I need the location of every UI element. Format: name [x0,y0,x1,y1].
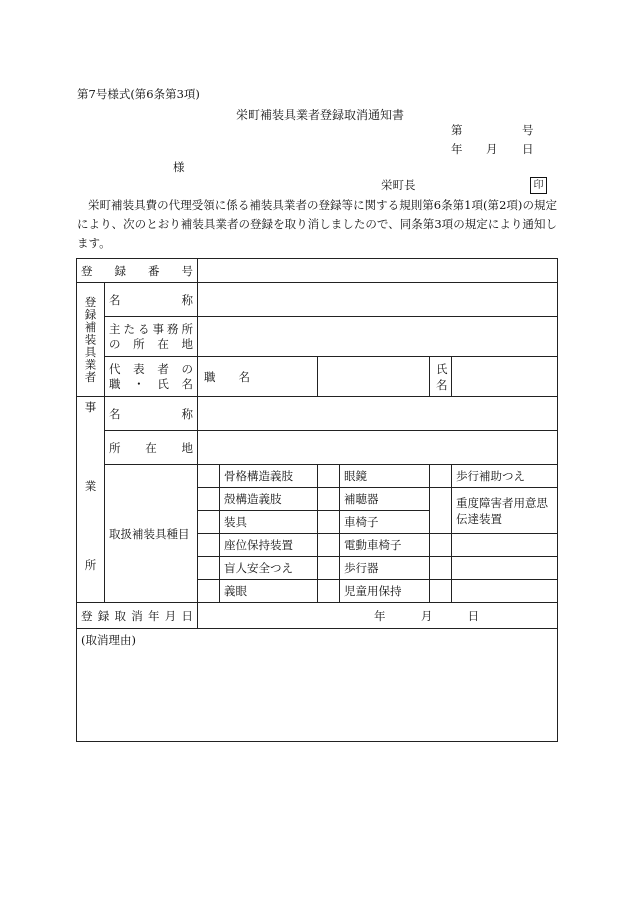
item-blank [452,534,558,557]
item-label: 児童用保持 [340,580,430,603]
office-address-label: 所 在 地 [105,431,198,465]
item-label: 殻構造義肢 [220,488,318,511]
item-label: 骨格構造義肢 [220,465,318,488]
cancel-date-month: 月 [420,608,433,623]
item-label: 重度障害者用意思伝達装置 [452,488,558,534]
addressee-suffix: 様 [173,160,185,174]
cancel-date-label: 登録取消年月日 [77,603,198,629]
doc-number-suffix: 号 [522,123,534,137]
main-office-field[interactable] [198,317,558,357]
vendor-name-label: 名 称 [105,283,198,317]
item-checkbox[interactable] [430,557,452,580]
item-checkbox[interactable] [430,488,452,534]
issuer: 栄町長 [381,178,416,192]
item-label: 座位保持装置 [220,534,318,557]
item-checkbox[interactable] [198,465,220,488]
item-blank [452,557,558,580]
registered-vendor-label: 登録補装具業者 [77,283,105,397]
item-checkbox[interactable] [198,488,220,511]
item-blank [452,580,558,603]
reason-field[interactable] [77,629,558,742]
item-label: 歩行器 [340,557,430,580]
items-label: 取扱補装具種目 [105,465,198,603]
person-name-label: 氏 名 [430,357,452,397]
doc-number-label: 第 [451,123,463,137]
item-label: 眼鏡 [340,465,430,488]
representative-label-line2: 職 ・ 氏 名 [109,376,193,391]
cancel-date-field[interactable] [198,603,558,629]
item-label: 義眼 [220,580,318,603]
reg-number-label: 登 録 番 号 [77,259,198,283]
office-name-field[interactable] [198,397,558,431]
vendor-name-field[interactable] [198,283,558,317]
date-month: 月 [486,142,498,156]
item-label: 電動車椅子 [340,534,430,557]
item-checkbox[interactable] [318,488,340,511]
item-checkbox[interactable] [318,557,340,580]
item-checkbox[interactable] [318,580,340,603]
seal-mark: 印 [530,177,547,194]
office-label: 事 業 所 [77,397,105,603]
form-number: 第7号様式(第6条第3項) [77,87,200,101]
main-office-label-line1: 主たる事務所 [109,321,193,336]
item-label: 歩行補助つえ [452,465,558,488]
cancel-date-day: 日 [467,608,480,623]
main-office-label [105,317,198,357]
reg-number-field[interactable] [198,259,558,283]
item-checkbox[interactable] [318,511,340,534]
representative-label [105,357,198,397]
cancel-date-year: 年 [374,608,386,623]
reason-label: (取消理由) [81,633,136,647]
item-checkbox[interactable] [198,580,220,603]
office-address-field[interactable] [198,431,558,465]
item-checkbox[interactable] [430,534,452,557]
item-checkbox[interactable] [318,534,340,557]
item-label: 盲人安全つえ [220,557,318,580]
item-checkbox[interactable] [198,557,220,580]
item-label: 装具 [220,511,318,534]
item-checkbox[interactable] [198,511,220,534]
date-year: 年 [451,142,463,156]
item-checkbox[interactable] [430,465,452,488]
body-text: 栄町補装具費の代理受領に係る補装具業者の登録等に関する規則第6条第1項(第2項)の規定により、次のとおり補装具業者の登録を取り消しましたので、同条第3項の規定により通知します。 [77,198,557,250]
item-label: 補聴器 [340,488,430,511]
job-title-label: 職 名 [198,357,318,397]
main-office-label-line2: の 所 在 地 [109,336,193,351]
item-checkbox[interactable] [318,465,340,488]
item-checkbox[interactable] [430,580,452,603]
office-name-label: 名 称 [105,397,198,431]
registration-cancel-table [76,258,558,742]
document-title: 栄町補装具業者登録取消通知書 [236,108,405,122]
date-day: 日 [522,142,534,156]
item-label: 車椅子 [340,511,430,534]
job-title-field[interactable] [318,357,430,397]
item-checkbox[interactable] [198,534,220,557]
representative-label-line1: 代 表 者 の [109,361,193,376]
